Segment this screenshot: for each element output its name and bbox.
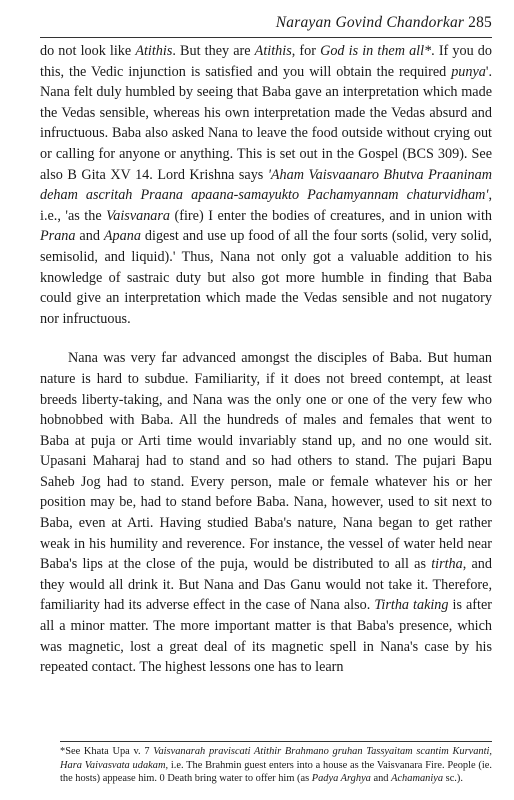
italic-term: Atithis: [135, 43, 173, 59]
text-run: i.e. The Brahmin guest enters into a house as the Vaisvanara Fire. People (ie. the hosts) appease him. 0 Death bring water to offer him (as: [60, 759, 492, 785]
footnote: [60, 745, 492, 786]
text-run: '. Nana felt duly humbled by seeing that Baba gave an interpretation which made the Vedas sensible, whereas his own interpretation made the Vedas absurd and infructuous. Baba also asked Nana to leave the food outside without crying out or calling for anyone or anything. This is set out in the Gospel (BCS 309). See also B Gita XV 14. Lord Krishna says: [40, 63, 492, 183]
page-number: 285: [468, 14, 492, 31]
text-run: , and they would all drink it. But Nana and Das Ganu would not take it. Therefore, familiarity had its adverse effect in the case of Nana also.: [40, 556, 492, 614]
italic-term: Achamaniya: [391, 773, 444, 785]
running-head: [40, 14, 492, 32]
footnote-text: [60, 745, 492, 786]
paragraph-1: [40, 41, 492, 329]
footnote-rule: [60, 741, 492, 742]
text-run: , i.e., 'as the: [40, 187, 492, 224]
italic-phrase: God is in them all*: [320, 43, 432, 59]
italic-term: Padya Arghya: [311, 773, 371, 785]
italic-term: Atithis: [254, 43, 292, 59]
text-run: is after all a minor matter. The more important matter is that Baba's presence, which was magnetic, lost a great deal of its magnetic spell in Nana's case by his repeated contact. The highest lessons one has to learn: [40, 597, 492, 676]
text-run: , for: [291, 43, 321, 59]
text-run: Nana was very far advanced amongst the disciples of Baba. But human nature is hard to subdue. Familiarity, if it does not breed contempt, at least breeds liberty-taking, and Nana was the only one or one of the very few who hobnobbed with Baba. All the hundreds of males and females that went to Baba at puja or Arti time would invariably stand up, and no one would sit. Upasani Maharaj had to stand and so had others to stand. The pujari Bapu Saheb Jog had to stand. Every person, male or female whatever his or her position may be, had to stand before Baba. Nana, however, used to sit next to Baba, even at Arti. Having studied Baba's nature, Nana began to get rather weak in his humility and reverence. For instance, the vessel of water held near Baba's lips at the close of the puja, would be distributed to all as: [40, 350, 492, 573]
italic-term: Apana: [103, 228, 141, 245]
italic-term: punya: [451, 63, 486, 80]
text-run: sc.).: [443, 773, 463, 785]
text-run: and: [75, 228, 104, 245]
text-run: do not look like: [40, 43, 136, 59]
italic-phrase: Tirtha taking: [374, 597, 449, 614]
text-run: digest and use up food of all the four sorts (solid, very solid, semisolid, and liquid).' Thus, Nana not only got a valuable addition to his knowledge of sastraic duty but also got more humble in finding that Baba could give an interpretation which made the Vedas sensible and not nugatory nor infructuous.: [40, 228, 492, 327]
text-run: . If you do this, the Vedic injunction is satisfied and you will obtain the required: [40, 43, 492, 80]
body-text: [40, 41, 492, 678]
paragraph-2: [40, 348, 492, 678]
sanskrit-quote: Vaisvanarah praviscati Atithir Brahmano gruhan Tassyaitam scantim Kurvanti, Hara Vaivasvata udakam,: [60, 746, 492, 771]
italic-term: Prana: [40, 228, 76, 245]
sanskrit-quote: 'Aham Vaisvaanaro Bhutva Praaninam deham ascritah Praana apaana-samayukto Pachamyannam chaturvidham': [40, 166, 492, 204]
italic-term: tirtha: [431, 556, 463, 573]
text-run: . But they are: [172, 43, 255, 59]
text-run: *See Khata Upa v. 7: [60, 746, 154, 757]
running-head-title: Narayan Govind Chandorkar: [275, 14, 465, 31]
header-rule: [40, 37, 492, 38]
text-run: and: [370, 773, 392, 785]
italic-term: Vaisvanara: [106, 207, 171, 224]
text-run: (fire) I enter the bodies of creatures, and in union with: [170, 207, 492, 224]
